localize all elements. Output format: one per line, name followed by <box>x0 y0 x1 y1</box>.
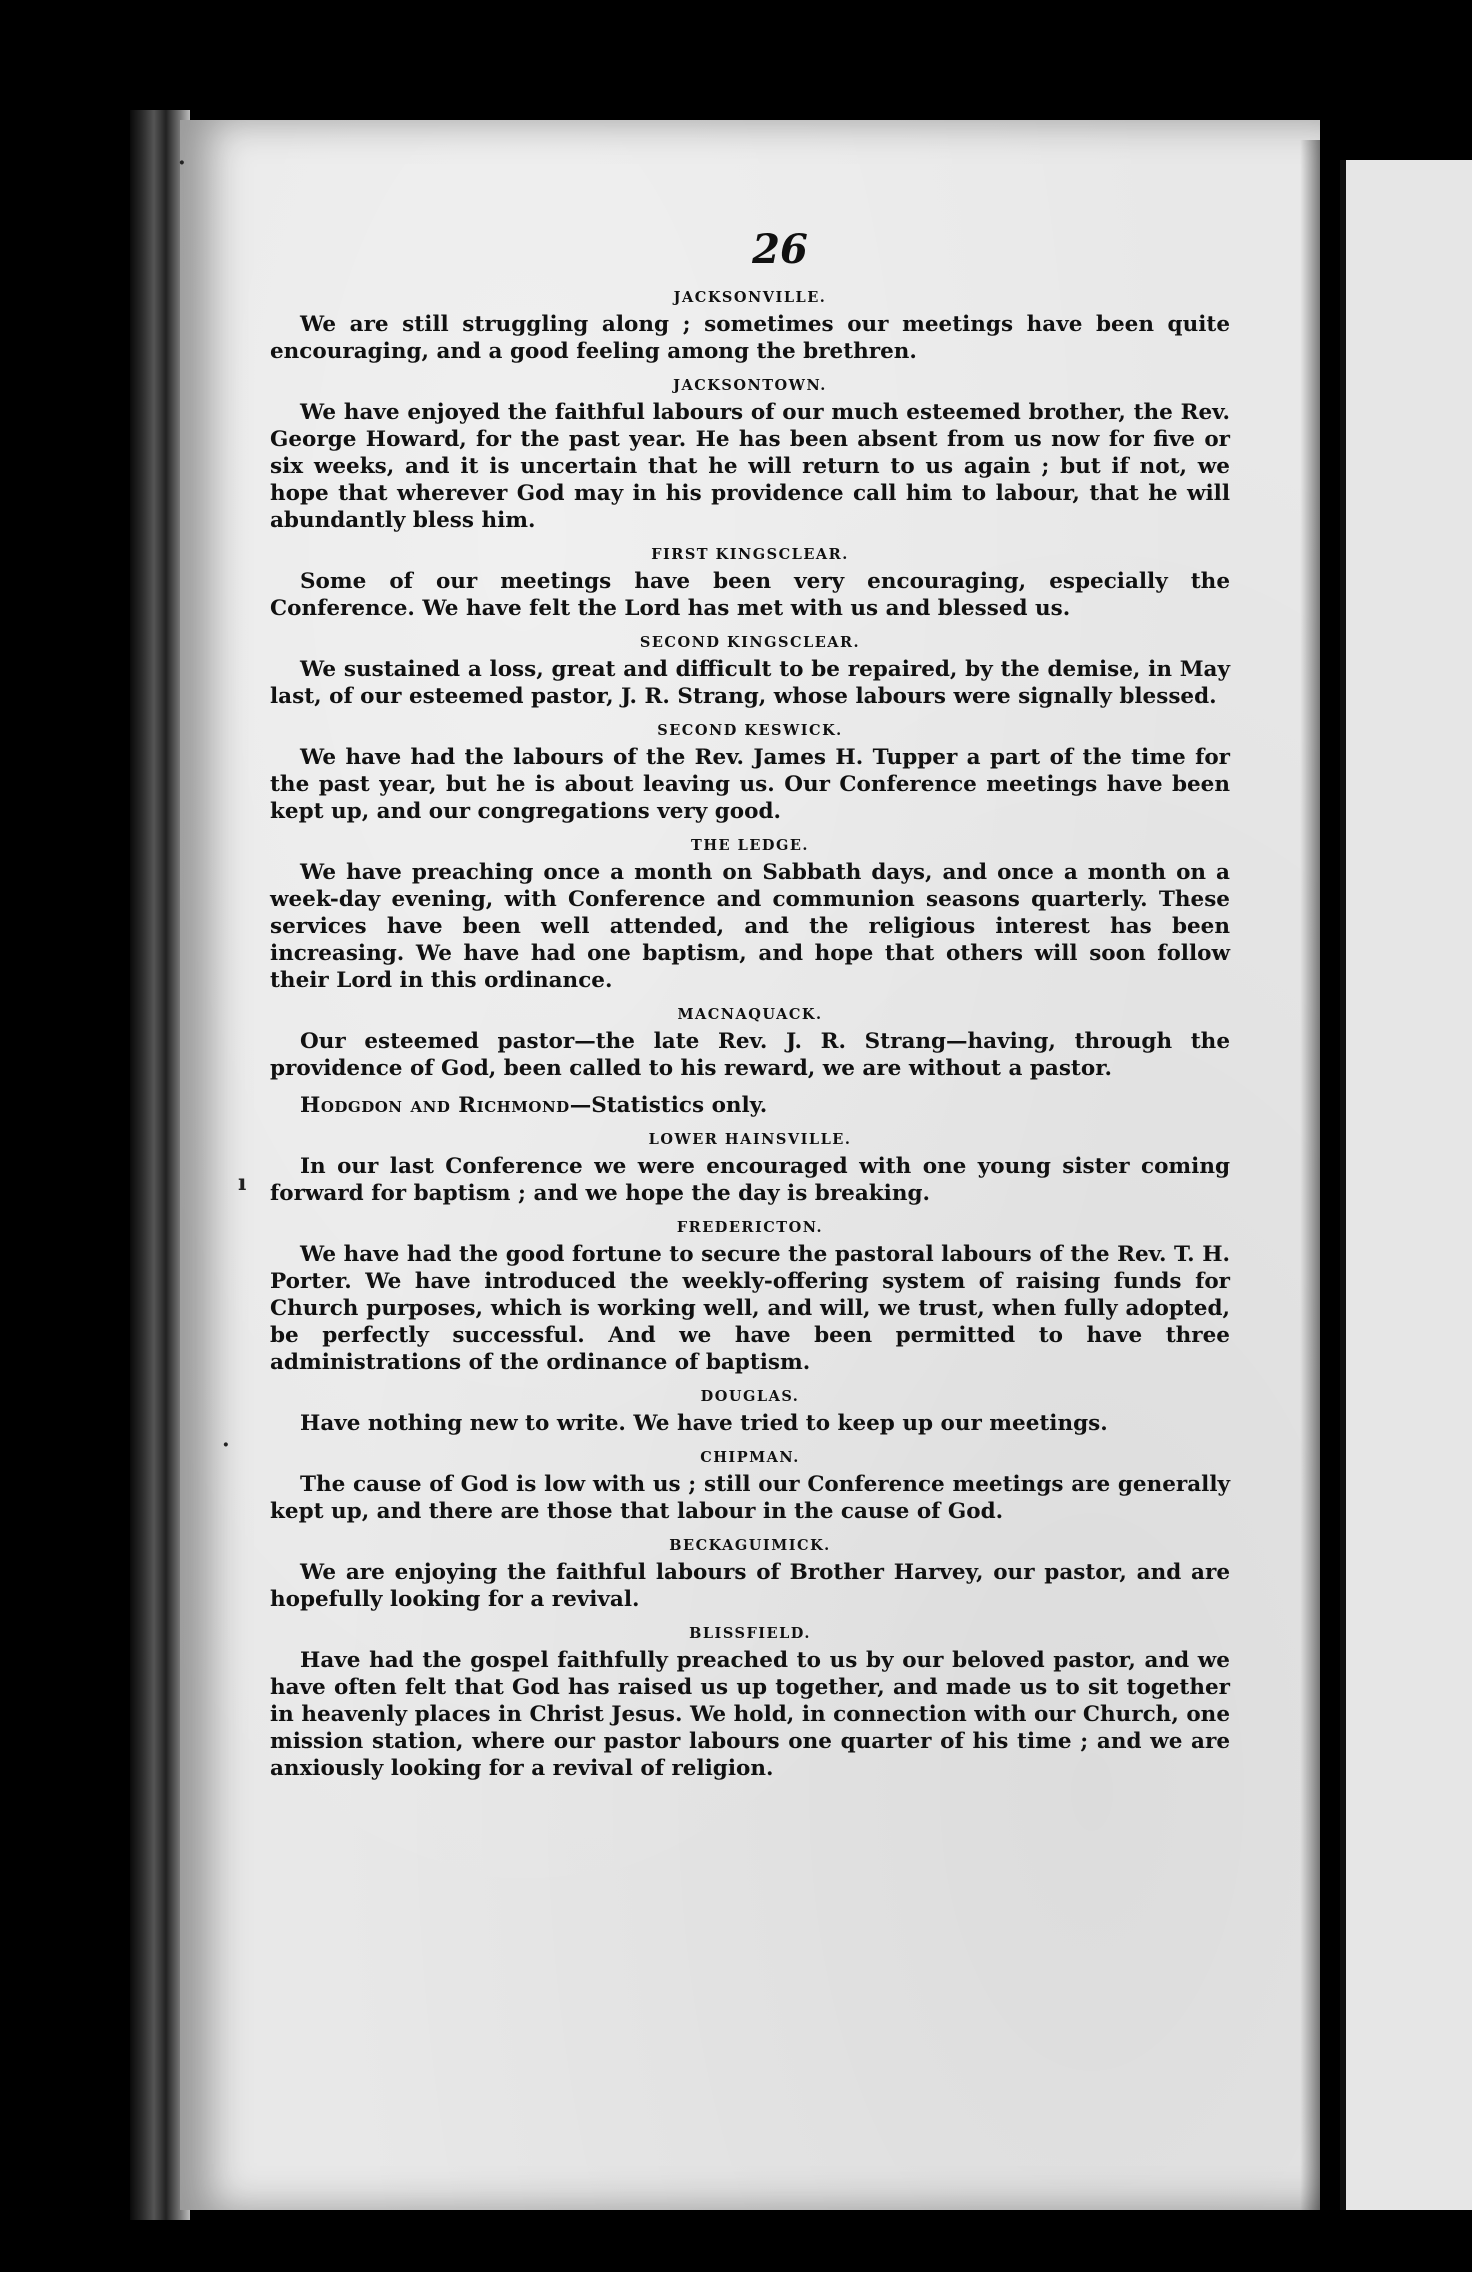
report-paragraph: The cause of God is low with us ; still our Conference meetings are generally kept up, and there are those that labour in the cause of God. <box>270 1472 1230 1524</box>
section-heading: THE LEDGE. <box>691 837 809 854</box>
church-report-beckaguimick <box>270 1535 1230 1613</box>
section-heading: SECOND KESWICK. <box>657 722 843 739</box>
ink-speck: · <box>222 1432 230 1458</box>
report-paragraph: We have had the good fortune to secure the pastoral labours of the Rev. T. H. Porter. We have introduced the weekly-offering system of raising funds for Church purposes, which is working well, and will, we trust, when fully adopted, be perfectly successful. And we have been permitted to have three administrations of the ordinance of baptism. <box>270 1242 1230 1375</box>
church-report-douglas <box>270 1386 1230 1437</box>
church-report-second-kingsclear <box>270 632 1230 710</box>
report-paragraph <box>270 1092 1230 1119</box>
report-paragraph: Our esteemed pastor—the late Rev. J. R. Strang—having, through the providence of God, been called to his reward, we are without a pastor. <box>270 1029 1230 1081</box>
section-heading: CHIPMAN. <box>700 1449 800 1466</box>
church-report-hodgdon-richmond <box>270 1092 1230 1119</box>
church-report-jacksontown <box>270 375 1230 534</box>
church-report-jacksonville <box>270 287 1230 365</box>
page-number: 26 <box>752 226 808 273</box>
report-paragraph: We sustained a loss, great and difficult to be repaired, by the demise, in May last, of our esteemed pastor, J. R. Strang, whose labours were signally blessed. <box>270 657 1230 709</box>
section-heading: DOUGLAS. <box>700 1388 800 1405</box>
church-report-fredericton <box>270 1217 1230 1376</box>
report-paragraph: Some of our meetings have been very encouraging, especially the Conference. We have felt the Lord has met with us and blessed us. <box>270 569 1230 621</box>
church-report-macnaquack <box>270 1004 1230 1082</box>
section-heading: BECKAGUIMICK. <box>669 1537 831 1554</box>
section-heading: FREDERICTON. <box>676 1219 824 1236</box>
church-report-blissfield <box>270 1623 1230 1782</box>
report-paragraph: We have preaching once a month on Sabbath days, and once a month on a week-day evening, with Conference and communion seasons quarterly. These services have been well attended, and the religious interest has been increasing. We have had one baptism, and hope that others will soon follow their Lord in this ordinance. <box>270 860 1230 993</box>
church-report-second-keswick <box>270 720 1230 825</box>
ink-speck: ı <box>238 1170 247 1196</box>
report-text: —Statistics only. <box>569 1093 768 1118</box>
report-paragraph: Have had the gospel faithfully preached to us by our beloved pastor, and we have often felt that God has raised us up together, and made us to sit together in heavenly places in Christ Jesus. We hold, in connection with our Church, one mission station, where our pastor labours one quarter of his time ; and we are anxiously looking for a revival of religion. <box>270 1648 1230 1781</box>
report-paragraph: We are still struggling along ; sometimes our meetings have been quite encouraging, and a good feeling among the brethren. <box>270 312 1230 364</box>
adjacent-page-edge <box>1340 160 1472 2210</box>
section-heading: FIRST KINGSCLEAR. <box>651 546 849 563</box>
section-heading: JACKSONTOWN. <box>673 377 827 394</box>
page-content <box>270 225 1230 1792</box>
church-report-chipman <box>270 1447 1230 1525</box>
church-name: Hodgdon and Richmond <box>300 1093 570 1118</box>
report-paragraph: In our last Conference we were encouraged with one young sister coming forward for baptism ; and we hope the day is breaking. <box>270 1154 1230 1206</box>
church-report-lower-hainsville <box>270 1129 1230 1207</box>
report-paragraph: We have enjoyed the faithful labours of our much esteemed brother, the Rev. George Howard, for the past year. He has been absent from us now for five or six weeks, and it is uncertain that he will return to us again ; but if not, we hope that wherever God may in his providence call him to labour, that he will abundantly bless him. <box>270 400 1230 533</box>
section-heading: JACKSONVILLE. <box>673 289 827 306</box>
report-paragraph: We are enjoying the faithful labours of Brother Harvey, our pastor, and are hopefully looking for a revival. <box>270 1560 1230 1612</box>
section-heading: SECOND KINGSCLEAR. <box>639 634 861 651</box>
section-heading: LOWER HAINSVILLE. <box>648 1131 852 1148</box>
report-paragraph: Have nothing new to write. We have tried to keep up our meetings. <box>300 1411 1108 1436</box>
church-report-the-ledge <box>270 835 1230 994</box>
church-report-first-kingsclear <box>270 544 1230 622</box>
section-heading: MACNAQUACK. <box>677 1006 823 1023</box>
report-paragraph: We have had the labours of the Rev. James H. Tupper a part of the time for the past year, but he is about leaving us. Our Conference meetings have been kept up, and our congregations very good. <box>270 745 1230 824</box>
section-heading: BLISSFIELD. <box>689 1625 811 1642</box>
ink-speck: · <box>178 150 186 176</box>
